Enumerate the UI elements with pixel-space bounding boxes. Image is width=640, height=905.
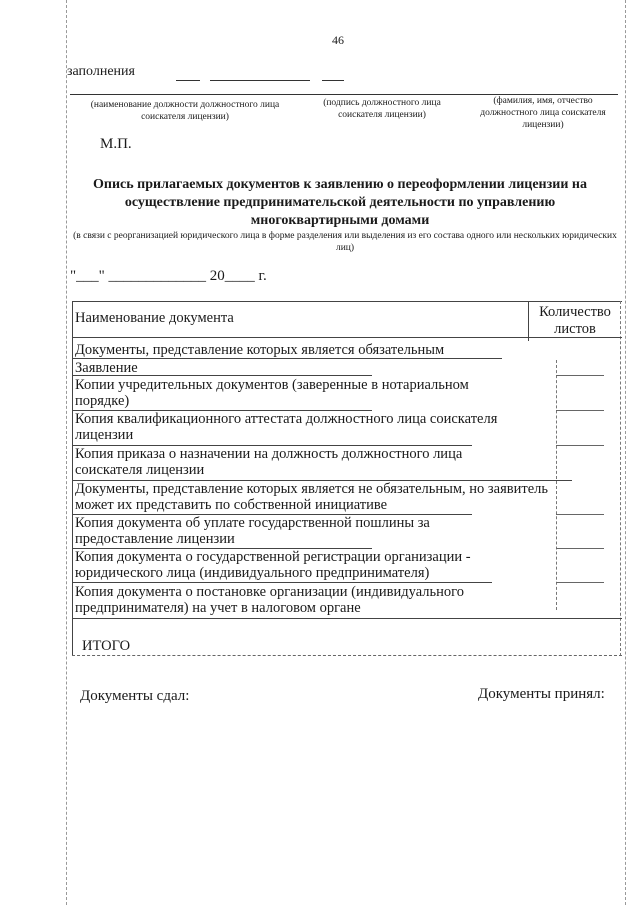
row-line — [72, 618, 622, 619]
table-row: Копии учредительных документов (заверенные в нотариальном порядке) — [75, 377, 469, 409]
table-header-line — [72, 337, 622, 338]
page-number: 46 — [332, 33, 344, 47]
count-cell-line — [556, 445, 604, 446]
table-total-label: ИТОГО — [82, 638, 131, 654]
count-cell-line — [556, 410, 604, 411]
row-line — [72, 375, 372, 376]
table-row: Копия приказа о назначении на должность должностного лица соискателя лицензии — [75, 446, 463, 478]
date-line: "___" _____________ 20____ г. — [70, 268, 267, 284]
table-header-count: Количество листов — [539, 304, 611, 337]
table-row: Копия документа о государственной регистрации организации - юридического лица (индивидуального предпринимателя) — [75, 549, 471, 581]
table-left-border — [72, 301, 73, 656]
count-cell-line — [556, 514, 604, 515]
signature-underline-1 — [176, 80, 200, 81]
table-row: Документы, представление которых является обязательным — [75, 342, 445, 358]
caption-fullname: (фамилия, имя, отчество должностного лица соискателя лицензии) — [480, 96, 606, 130]
table-right-border — [620, 301, 621, 656]
count-cell-line — [556, 582, 604, 583]
documents-handed-label: Документы сдал: — [80, 688, 190, 704]
row-line — [72, 358, 502, 359]
table-row: Копия документа о постановке организации (индивидуального предпринимателя) на учет в налоговом органе — [75, 584, 464, 616]
documents-received-label: Документы принял: — [478, 686, 605, 702]
count-cell-line — [556, 548, 604, 549]
table-top-line — [72, 301, 622, 302]
document-subtitle: (в связи с реорганизацией юридического лица в форме разделения или выделения из его состава одного или нескольких юридических лиц) — [73, 231, 617, 253]
caption-position: (наименование должности должностного лица соискателя лицензии) — [90, 100, 280, 122]
row-line — [72, 582, 492, 583]
signature-underline-2 — [210, 80, 310, 81]
right-margin-line — [625, 0, 626, 905]
table-row: Копия документа об уплате государственной пошлины за предоставление лицензии — [75, 515, 430, 547]
caption-signature: (подпись должностного лица соискателя лицензии) — [323, 98, 441, 120]
zapolneniya-label: заполнения — [67, 64, 135, 79]
table-header-name: Наименование документа — [75, 310, 234, 326]
count-cell-line — [556, 375, 604, 376]
document-title: Опись прилагаемых документов к заявлению о переоформлении лицензии на осуществление предпринимательской деятельности по управлению многоквартирными домами — [93, 177, 587, 228]
table-row: Заявление — [75, 360, 138, 376]
signature-underline-3 — [322, 80, 344, 81]
table-row: Документы, представление которых является не обязательным, но заявитель может их представить по собственной инициативе — [75, 481, 548, 513]
left-margin-line — [66, 0, 67, 905]
table-bottom-line — [72, 655, 622, 656]
stamp-place-label: М.П. — [100, 136, 132, 152]
table-row: Копия квалификационного аттестата должностного лица соискателя лицензии — [75, 411, 498, 443]
